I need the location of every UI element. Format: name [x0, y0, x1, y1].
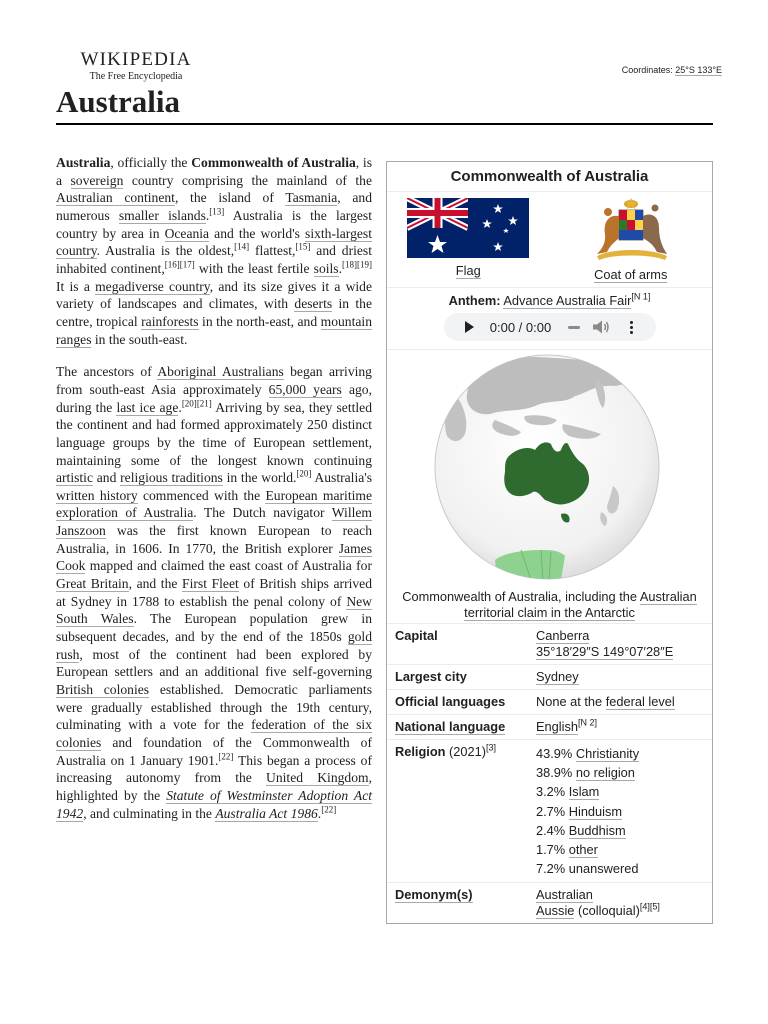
text: of British ships arrived at Sydney in 1788 to establish the penal colony of: [56, 576, 373, 609]
anthem-audio-player[interactable]: [444, 313, 656, 341]
national-language-row: [387, 714, 712, 739]
anthem-section: [387, 287, 712, 349]
anthem-link[interactable]: Advance Australia Fair: [503, 293, 632, 308]
link-religious-traditions[interactable]: religious traditions: [120, 470, 223, 486]
citation-22b[interactable]: [22]: [321, 804, 337, 815]
logo-wordmark: WIKIPEDIA: [80, 49, 192, 70]
religion-item: [536, 821, 712, 840]
orthographic-map-image[interactable]: [425, 354, 675, 584]
history-paragraph: [56, 363, 372, 822]
official-languages-row: [387, 689, 712, 714]
text: , is a: [56, 155, 372, 188]
official-languages-label: Official languages: [395, 694, 506, 709]
link-sydney[interactable]: Sydney: [536, 669, 579, 684]
link-oceania[interactable]: Oceania: [164, 225, 210, 241]
infobox-emblems: [387, 191, 712, 287]
text: and the world's: [209, 225, 306, 241]
religion-unanswered: unanswered: [568, 861, 639, 877]
link-soils[interactable]: soils: [313, 260, 339, 276]
religion-item: [536, 859, 712, 878]
text: .: [338, 260, 342, 276]
religion-pct: 2.7%: [536, 803, 569, 819]
text: and driest inhabited continent,: [56, 243, 372, 276]
citation-13[interactable]: [13]: [209, 206, 225, 217]
link-willem-janszoon[interactable]: Willem Janszoon: [56, 505, 372, 539]
link-islam[interactable]: Islam: [568, 784, 600, 800]
text: , and culminating in the: [83, 805, 216, 821]
citation-16[interactable]: [16]: [164, 259, 180, 270]
citation-15[interactable]: [15]: [295, 241, 311, 252]
text: in the centre, tropical: [56, 296, 372, 329]
text: .: [178, 399, 182, 415]
link-christianity[interactable]: Christianity: [575, 746, 640, 761]
religion-year: (2021): [445, 744, 487, 759]
text: commenced with the: [137, 487, 266, 503]
title-divider: [56, 123, 713, 125]
map-caption-text: Commonwealth of Australia, including the: [402, 589, 640, 604]
article-body: [56, 154, 372, 837]
link-buddhism[interactable]: Buddhism: [568, 822, 626, 838]
text: . Australia is the oldest,: [96, 243, 235, 259]
religion-pct: 38.9%: [536, 765, 576, 781]
citation-19[interactable]: [19]: [357, 259, 372, 270]
text: It is a: [56, 278, 96, 294]
text: country comprising the mainland of the: [123, 172, 372, 188]
text: Australia is the largest country by area in: [56, 207, 372, 241]
religion-row: [387, 739, 712, 882]
bold-term: Commonwealth of Australia: [191, 155, 356, 170]
link-canberra[interactable]: Canberra: [536, 628, 590, 643]
religion-pct: 3.2%: [536, 784, 569, 800]
official-languages-text: None at the: [536, 694, 606, 709]
wikipedia-logo[interactable]: [76, 50, 196, 83]
text: .: [205, 207, 210, 223]
link-australia-act[interactable]: Australia Act 1986: [215, 805, 318, 821]
link-james-cook[interactable]: James Cook: [56, 540, 372, 574]
flag-cell: [387, 198, 550, 283]
audio-progress-bar[interactable]: [568, 326, 580, 329]
anthem-label: Anthem:: [448, 293, 501, 308]
audio-time: 0:00 / 0:00: [489, 319, 552, 335]
bold-term: Australia: [56, 155, 111, 170]
page-title: Australia: [56, 84, 180, 119]
capital-value: [536, 628, 712, 660]
national-language-note[interactable]: [N 2]: [577, 717, 597, 728]
text: and foundation of the Commonwealth of Australia on 1 January 1901.: [56, 735, 372, 768]
link-english[interactable]: English: [536, 719, 578, 734]
link-capital-coordinates[interactable]: 35°18′29″S 149°07′28″E: [536, 644, 674, 659]
intro-paragraph: [56, 154, 372, 348]
link-hinduism[interactable]: Hinduism: [568, 803, 623, 819]
text: in the south-east.: [91, 331, 188, 347]
link-demonym[interactable]: Demonym(s): [395, 887, 473, 903]
text: .: [317, 805, 322, 821]
link-national-language[interactable]: National language: [395, 719, 506, 734]
text: , officially the: [110, 155, 192, 170]
link-united-kingdom[interactable]: United Kingdom: [266, 770, 369, 786]
text: and: [93, 470, 121, 486]
link-gold-rush[interactable]: gold rush: [56, 629, 372, 662]
link-australian-continent[interactable]: Australian continent: [56, 190, 175, 206]
text: with the least fertile: [194, 260, 314, 276]
largest-city-label: Largest city: [395, 669, 467, 684]
citation-20[interactable]: [20]: [181, 398, 197, 408]
religion-label: Religion: [395, 744, 446, 759]
link-deserts[interactable]: deserts: [294, 296, 333, 312]
capital-row: [387, 623, 712, 664]
text: , and the: [128, 576, 183, 592]
religion-item: [536, 840, 712, 859]
religion-item: [536, 744, 712, 763]
religion-list: [536, 744, 712, 878]
link-no-religion[interactable]: no religion: [575, 765, 635, 781]
text: , highlighted by the: [56, 770, 372, 803]
text: mapped and claimed the east coast of Australia for: [85, 558, 372, 574]
capital-label: Capital: [395, 628, 438, 643]
map-section: [387, 349, 712, 623]
link-antarctic-claim[interactable]: Australian territorial claim in the Antarctic: [464, 589, 697, 620]
link-mountain-ranges[interactable]: mountain ranges: [56, 313, 372, 347]
text: was the first known European to reach Australia, in 1606. In 1770, the British explorer: [56, 523, 372, 556]
religion-item: [536, 782, 712, 801]
religion-pct: 1.7%: [536, 842, 569, 858]
link-65000-years[interactable]: 65,000 years: [268, 381, 342, 397]
more-options-icon[interactable]: [630, 321, 634, 334]
link-aboriginal-australians[interactable]: Aboriginal Australians: [157, 364, 284, 380]
link-megadiverse[interactable]: megadiverse country: [95, 278, 210, 294]
citation-22[interactable]: [22]: [218, 751, 234, 762]
link-european-exploration[interactable]: European maritime exploration of Australia: [56, 487, 372, 521]
logo-tagline: The Free Encyclopedia: [89, 71, 183, 82]
demonym-row: [387, 882, 712, 923]
citation-17[interactable]: [17]: [179, 259, 195, 270]
religion-citation[interactable]: [3]: [486, 742, 497, 753]
link-artistic[interactable]: artistic: [56, 470, 93, 486]
volume-icon[interactable]: [592, 320, 610, 334]
text: in the north-east, and: [198, 313, 321, 329]
demonym-citations[interactable]: [4][5]: [639, 902, 660, 913]
text: Australia's: [311, 470, 372, 486]
text: This began a process of increasing autonomy from the: [56, 752, 372, 786]
link-sixth-largest[interactable]: sixth-largest country: [56, 225, 372, 259]
anthem-note[interactable]: [N 1]: [631, 291, 651, 302]
play-icon[interactable]: [465, 321, 474, 333]
religion-item: [536, 802, 712, 821]
flag-caption[interactable]: Flag: [455, 263, 481, 278]
citation-20b[interactable]: [20]: [296, 468, 312, 479]
link-other[interactable]: other: [568, 842, 598, 858]
map-caption: [387, 589, 712, 621]
link-federation[interactable]: federation of the six colonies: [56, 717, 373, 750]
link-new-south-wales[interactable]: New South Wales: [56, 593, 372, 627]
coat-of-arms-caption[interactable]: Coat of arms: [594, 267, 668, 282]
infobox: [386, 161, 713, 924]
citation-18[interactable]: [18]: [342, 259, 357, 270]
text: . The Dutch navigator: [193, 505, 332, 521]
text: began arriving from south-east Asia approximately: [56, 364, 372, 397]
link-first-fleet[interactable]: First Fleet: [182, 576, 239, 592]
coat-of-arms-cell: [550, 198, 713, 283]
text: , most of the continent had been explored by European settlers and an additional five self-governing: [56, 646, 372, 680]
link-last-ice-age[interactable]: last ice age: [116, 399, 179, 415]
link-federal-level[interactable]: federal level: [605, 694, 675, 709]
text: flattest,: [249, 243, 296, 259]
link-smaller-islands[interactable]: smaller islands: [118, 207, 206, 223]
citation-21[interactable]: [21]: [196, 398, 212, 408]
coordinates-label: Coordinates:: [621, 65, 673, 75]
link-tasmania[interactable]: Tasmania: [285, 190, 338, 206]
largest-city-row: [387, 664, 712, 689]
coat-of-arms-image[interactable]: [589, 198, 673, 262]
link-australian[interactable]: Australian: [536, 887, 593, 903]
religion-pct: 43.9%: [536, 746, 576, 761]
text: , and numerous: [56, 190, 373, 223]
link-great-britain[interactable]: Great Britain: [56, 576, 129, 592]
text: established. Democratic parliaments were gradually established through the 19th century, culminating with a vote for the: [56, 682, 372, 733]
text: . The European population grew in subsequent decades, and by the end of the 1850s: [56, 611, 372, 645]
religion-pct: 2.4%: [536, 822, 569, 838]
text: , the island of: [174, 190, 286, 206]
text: Arriving by sea, they settled the continent and had formed approximately 250 distinct language groups by the time of European settlement, maintaining some of the longest known continuing: [56, 399, 372, 468]
religion-item: [536, 763, 712, 782]
link-aussie[interactable]: Aussie: [536, 903, 575, 919]
demonym-note: (colloquial): [574, 903, 640, 919]
coordinates-link[interactable]: 25°S 133°E: [675, 65, 722, 75]
citation-14[interactable]: [14]: [234, 241, 250, 252]
text: in the world.: [222, 470, 297, 486]
text: , and its size gives it a wide variety of landscapes and climates, with: [56, 278, 373, 312]
text: The ancestors of: [56, 364, 158, 380]
link-sovereign[interactable]: sovereign: [70, 172, 124, 188]
link-statute-of-westminster[interactable]: Statute of Westminster Adoption Act 1942: [56, 787, 373, 821]
coordinates: [622, 65, 722, 75]
religion-pct: 7.2%: [536, 861, 569, 877]
text: ago, during the: [56, 381, 372, 415]
infobox-title: Commonwealth of Australia: [450, 168, 649, 185]
link-written-history[interactable]: written history: [56, 487, 138, 503]
australian-flag-image[interactable]: [407, 198, 529, 258]
link-rainforests[interactable]: rainforests: [141, 313, 199, 329]
link-british-colonies[interactable]: British colonies: [56, 682, 150, 698]
